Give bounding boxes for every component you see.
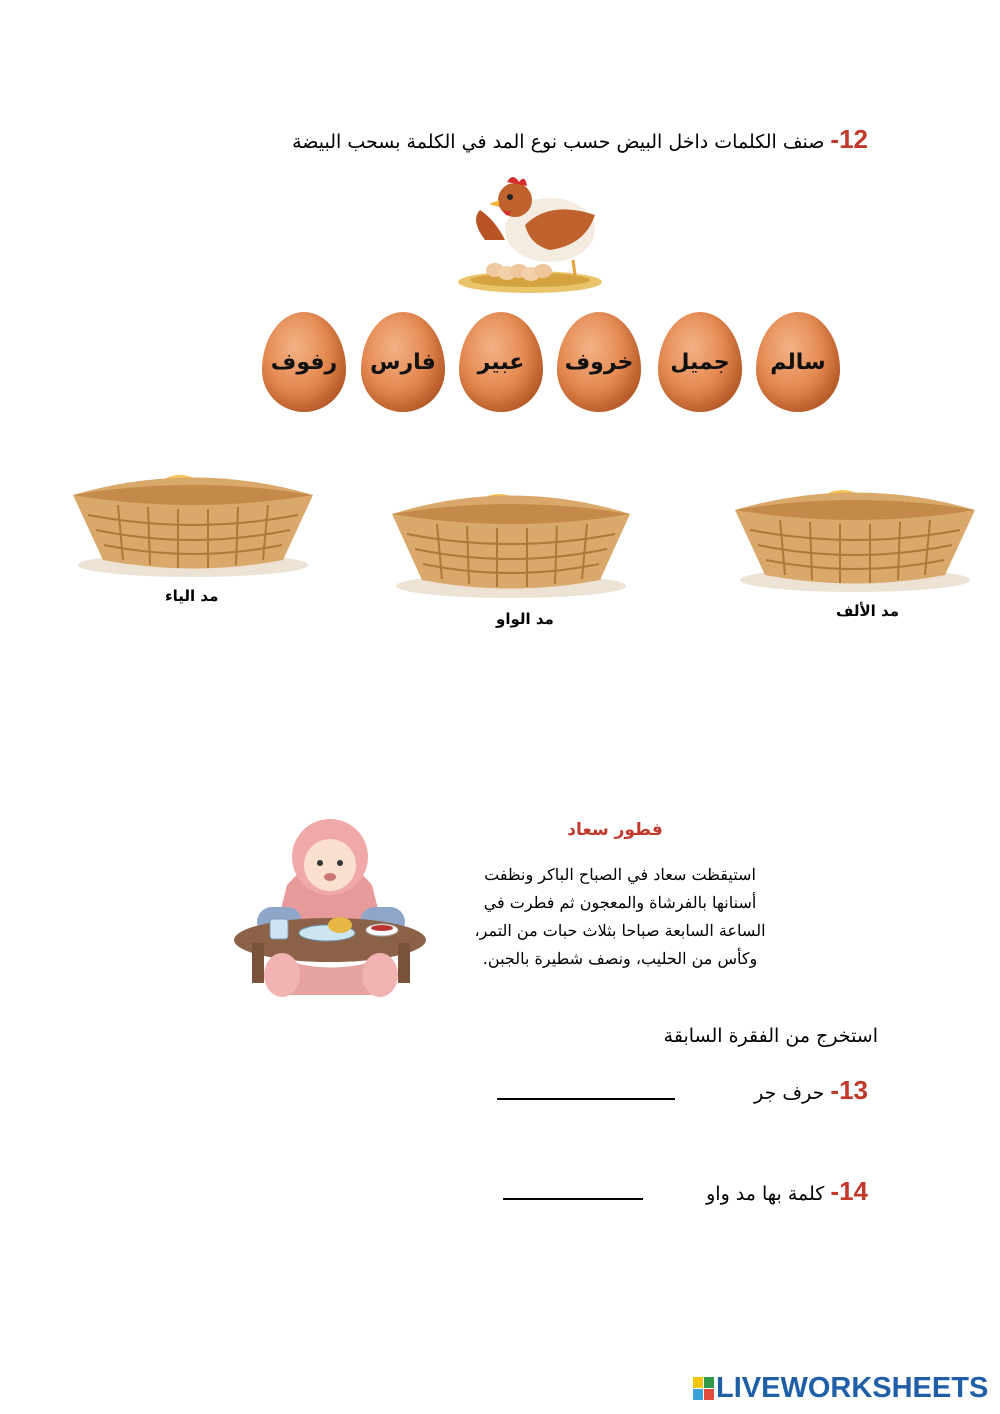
- story-line: وكأس من الحليب، ونصف شطيرة بالجبن.: [482, 949, 758, 968]
- question-number: 12-: [830, 124, 868, 154]
- story-line: أسنانها بالفرشاة والمعجون ثم فطرت في: [483, 893, 757, 912]
- story-title: فطور سعاد: [567, 820, 663, 840]
- hen-illustration: [455, 170, 605, 295]
- liveworksheets-logo-icon: [693, 1377, 715, 1401]
- question-text: كلمة بها مد واو: [706, 1183, 825, 1205]
- question-text: صنف الكلمات داخل البيض حسب نوع المد في الكلمة بسحب البيضة: [292, 131, 825, 153]
- answer-13-line: [497, 1098, 675, 1100]
- story-paragraph: [440, 865, 800, 977]
- egg-word[interactable]: رفوف: [262, 312, 346, 412]
- question-13: [754, 1075, 868, 1106]
- basket-label-waw: مد الواو: [496, 610, 554, 628]
- egg-word[interactable]: فارس: [361, 312, 445, 412]
- story-line: الساعة السابعة صباحا بثلاث حبات من التمر،: [474, 921, 766, 940]
- basket-label-yaa: مد الياء: [165, 587, 219, 605]
- answer-14-line: [503, 1198, 643, 1200]
- story-line: استيقظت سعاد في الصباح الباكر ونظفت: [484, 865, 756, 884]
- basket-waw-dropzone[interactable]: [387, 482, 635, 600]
- question-14: [706, 1176, 868, 1207]
- girl-eating-illustration: [232, 815, 430, 1005]
- question-text: حرف جر: [754, 1082, 825, 1104]
- basket-label-alif: مد الألف: [836, 602, 899, 620]
- question-number: 13-: [830, 1075, 868, 1105]
- egg-word[interactable]: سالم: [756, 312, 840, 412]
- liveworksheets-logo-text: LIVEWORKSHEETS: [716, 1372, 989, 1404]
- egg-word[interactable]: خروف: [557, 312, 641, 412]
- basket-alif-dropzone[interactable]: [730, 480, 980, 595]
- question-12-heading: [292, 124, 868, 155]
- question-number: 14-: [830, 1176, 868, 1206]
- egg-word[interactable]: جميل: [658, 312, 742, 412]
- basket-yaa-dropzone[interactable]: [68, 465, 318, 580]
- egg-word[interactable]: عبير: [459, 312, 543, 412]
- extract-prompt: استخرج من الفقرة السابقة: [663, 1025, 878, 1047]
